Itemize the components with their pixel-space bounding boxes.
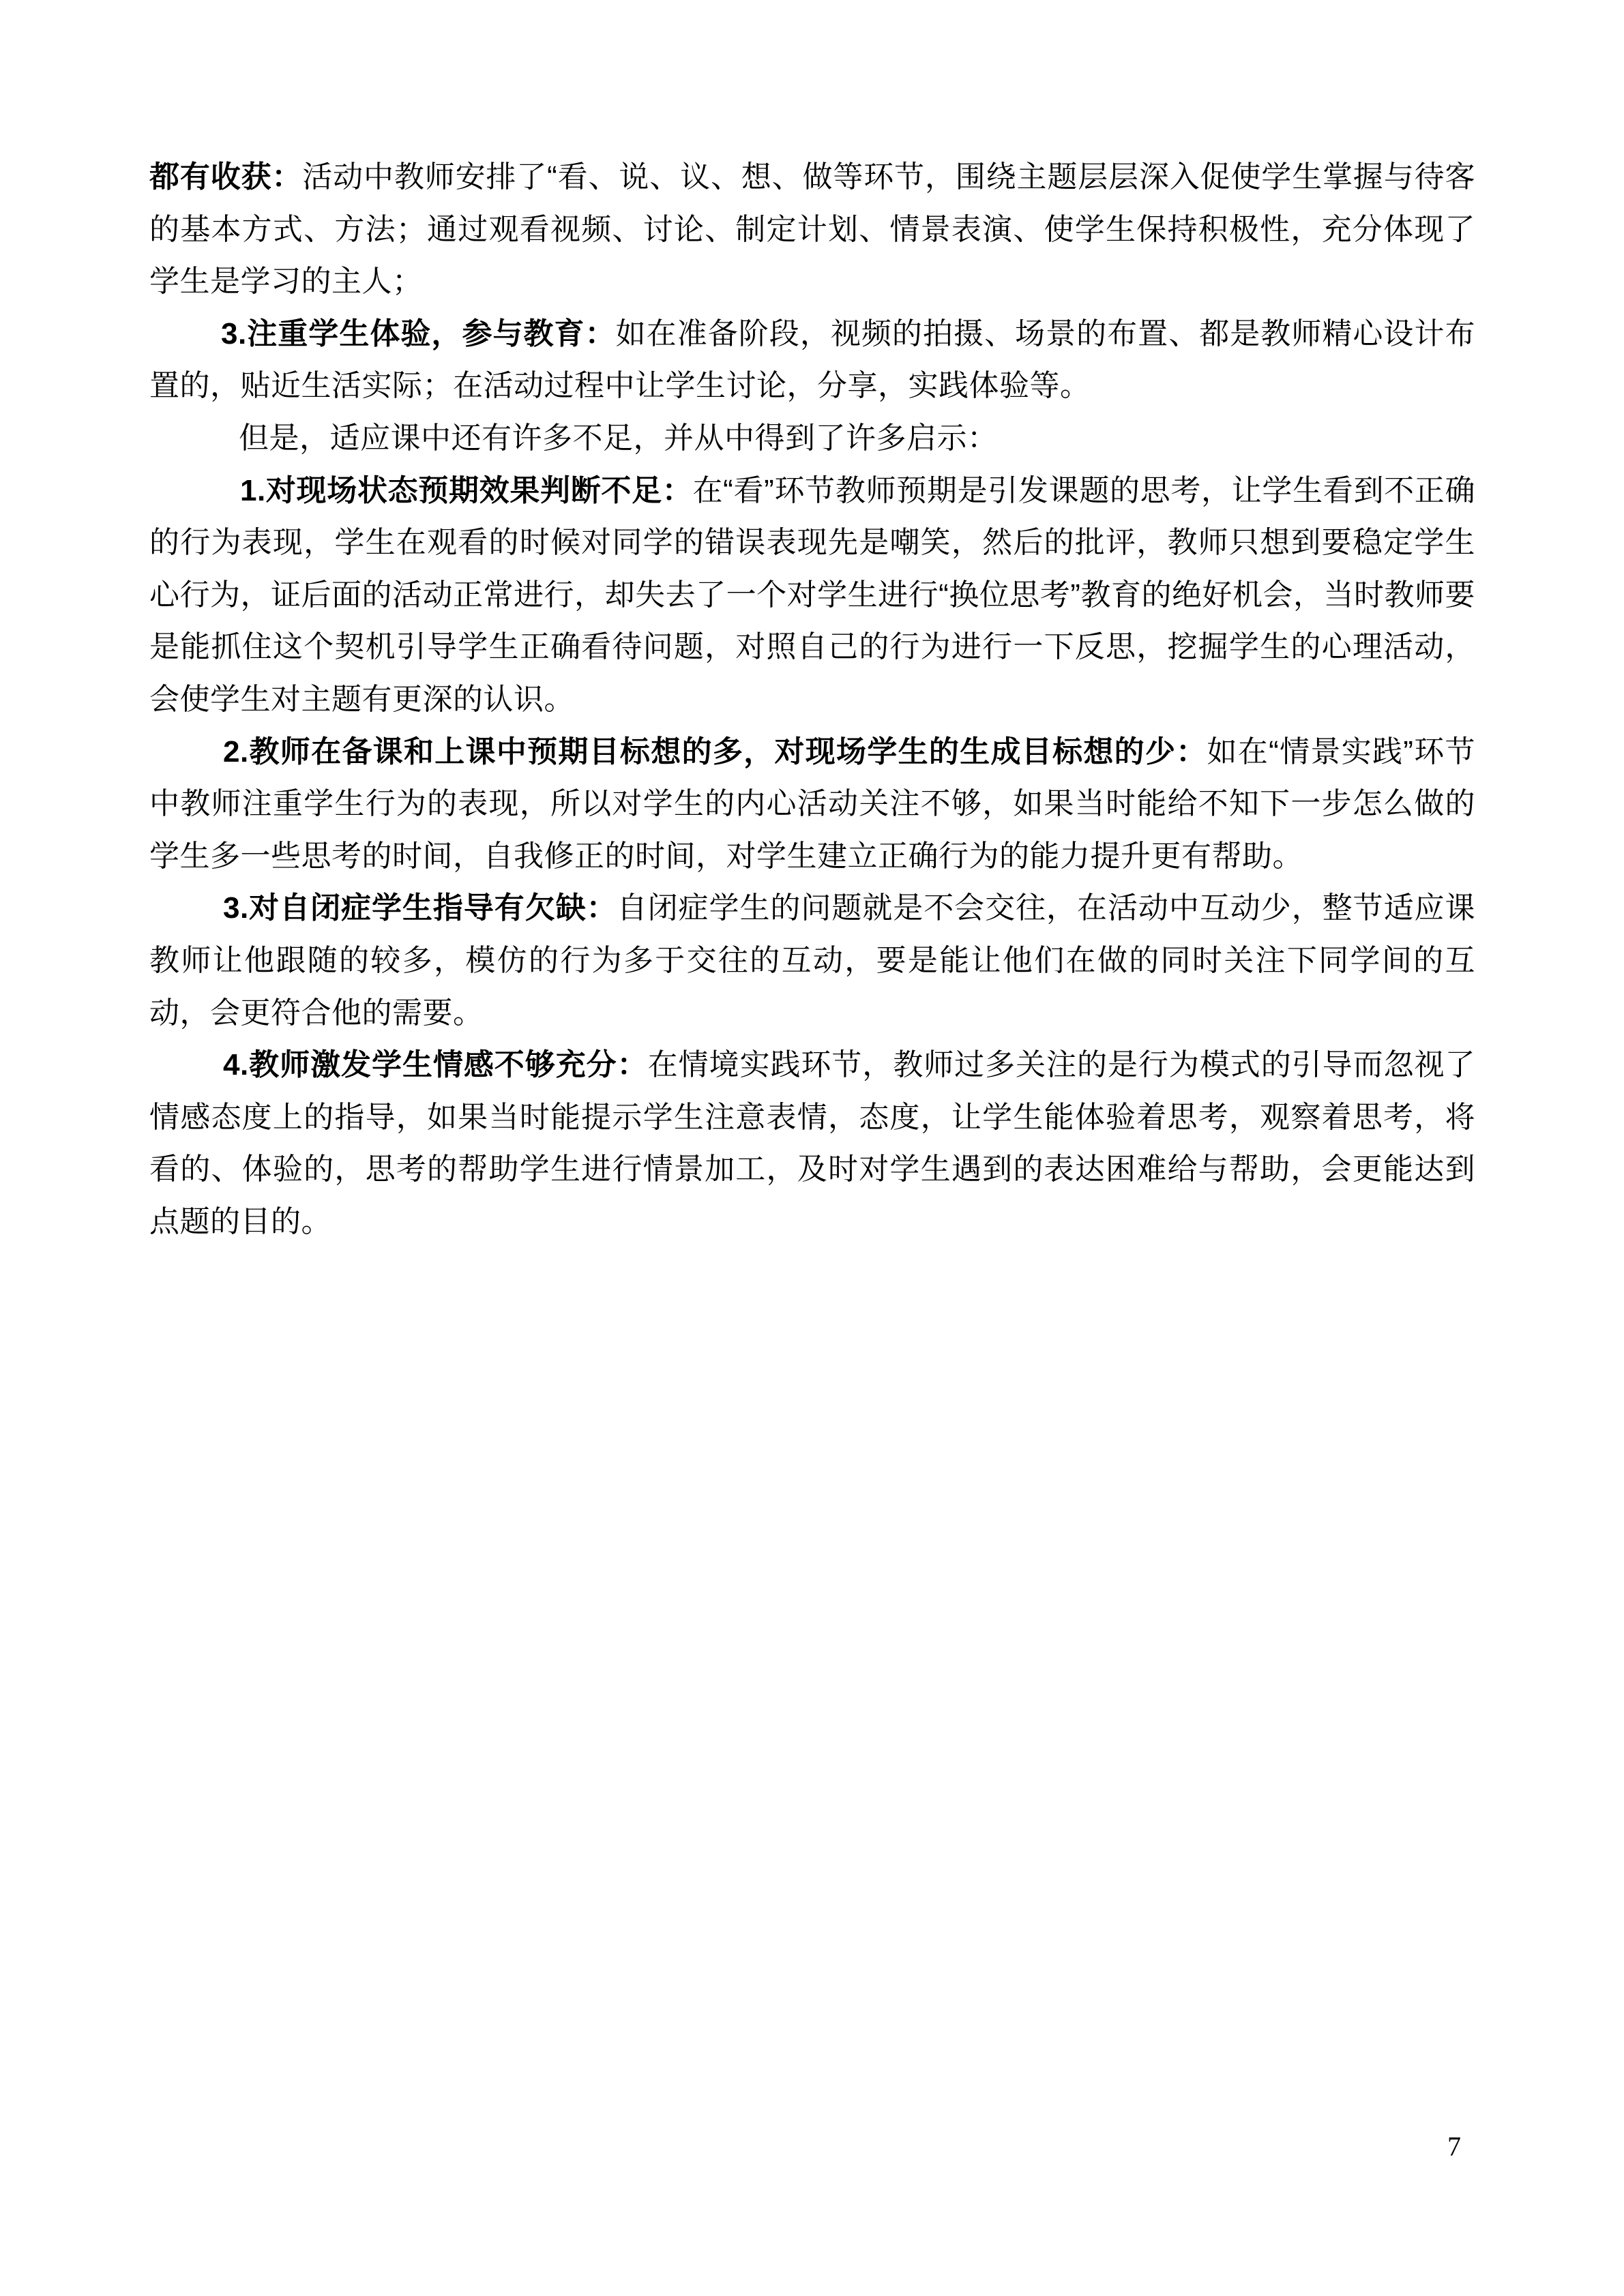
paragraph-issue-1 xyxy=(149,465,1475,726)
paragraph-issue-2 xyxy=(149,726,1475,883)
paragraph-lead: 1.对现场状态预期效果判断不足： xyxy=(240,473,693,507)
paragraph-issue-3 xyxy=(149,882,1475,1039)
paragraph-transition xyxy=(149,413,1475,465)
paragraph-harvest xyxy=(149,151,1475,308)
paragraph-body: 如在“情景实践”环节中教师注重学生行为的表现，所以对学生的内心活动关注不够，如果当时能给不知下一步怎么做的学生多一些思考的时间，自我修正的时间，对学生建立正确行为的能力提升更有帮助。 xyxy=(149,734,1475,873)
paragraph-lead: 3.注重学生体验，参与教育： xyxy=(221,316,616,351)
paragraph-lead: 2.教师在备课和上课中预期目标想的多，对现场学生的生成目标想的少： xyxy=(223,734,1207,769)
paragraph-body: 在情境实践环节，教师过多关注的是行为模式的引导而忽视了情感态度上的指导，如果当时能提示学生注意表情，态度，让学生能体验着思考，观察着思考，将看的、体验的，思考的帮助学生进行情景加工，及时对学生遇到的表达困难给与帮助，会更能达到点题的目的。 xyxy=(149,1048,1475,1238)
page-body xyxy=(149,151,1475,1248)
paragraph-body: 如在准备阶段，视频的拍摄、场景的布置、都是教师精心设计布置的，贴近生活实际；在活动过程中让学生讨论，分享，实践体验等。 xyxy=(149,316,1475,403)
paragraph-body: 在“看”环节教师预期是引发课题的思考，让学生看到不正确的行为表现，学生在观看的时候对同学的错误表现先是嘲笑，然后的批评，教师只想到要稳定学生心行为，证后面的活动正常进行，却失去了一个对学生进行“换位思考”教育的绝好机会，当时教师要是能抓住这个契机引导学生正确看待问题，对照自己的行为进行一下反思，挖掘学生的心理活动，会使学生对主题有更深的认识。 xyxy=(149,473,1475,716)
paragraph-lead: 4.教师激发学生情感不够充分： xyxy=(223,1048,648,1082)
paragraph-point-3-experience xyxy=(149,308,1475,413)
paragraph-lead: 3.对自闭症学生指导有欠缺： xyxy=(223,891,617,925)
paragraph-body: 活动中教师安排了“看、说、议、想、做等环节，围绕主题层层深入促使学生掌握与待客的基本方式、方法；通过观看视频、讨论、制定计划、情景表演、使学生保持积极性，充分体现了学生是学习的主人； xyxy=(149,160,1476,299)
paragraph-body: 但是，适应课中还有许多不足，并从中得到了许多启示： xyxy=(239,421,998,455)
paragraph-body: 自闭症学生的问题就是不会交往，在活动中互动少，整节适应课教师让他跟随的较多，模仿的行为多于交往的互动，要是能让他们在做的同时关注下同学间的互动，会更符合他的需要。 xyxy=(149,891,1475,1030)
page-number: 7 xyxy=(1447,2131,1461,2162)
paragraph-lead: 都有收获： xyxy=(149,160,303,194)
paragraph-issue-4 xyxy=(149,1039,1475,1248)
